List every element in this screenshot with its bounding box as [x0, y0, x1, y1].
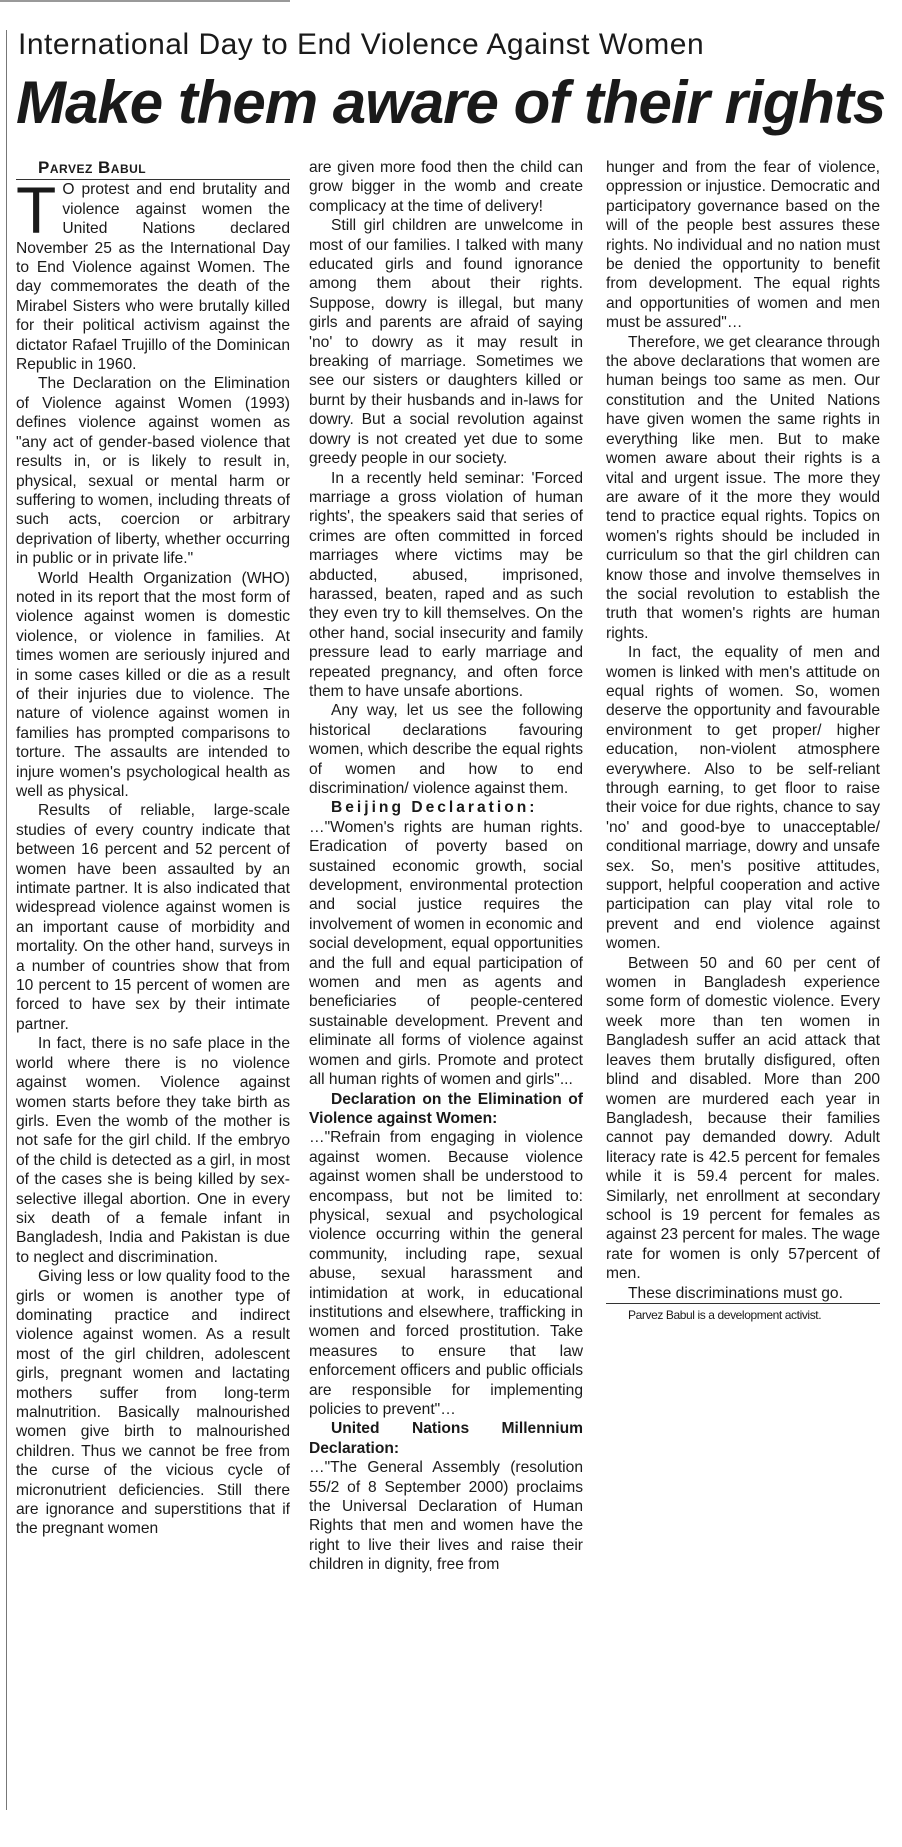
paragraph: Still girl children are unwelcome in most of our families. I talked with many educated girls and found ignorance among them about their rights. Suppose, dowry is illegal, but many girls and parents are afraid of saying 'no' to dowry as it may result in breaking of marriage. Sometimes we see our sisters or daughters killed or burnt by their husbands and in-laws for dowry. But a social revolution against dowry is not created yet due to some greedy people in our society.: [309, 217, 583, 468]
lead-paragraph: [16, 173, 290, 374]
article-column-3: [606, 158, 880, 1322]
paragraph: In fact, the equality of men and women is linked with men's attitude on equal rights of women. So, women deserve the opportunity and favourable environment to get proper/ higher education, non-violent atmosphere everywhere. Also to be self-reliant through earning, to get floor to raise their voice for due rights, chance to say 'no' and good-bye to unacceptable/ conditional marriage, dowry and unsafe sex. So, men's positive attitudes, support, helpful cooperation and active participation can play vital role to prevent and end violence against women.: [606, 644, 880, 953]
paragraph: Therefore, we get clearance through the above declarations that women are human beings too same as men. Our constitution and the United Nations have given women the same rights in everything like men. But to make women aware about their rights is a vital and urgent issue. The more they are aware of it the more they would tend to practice equal rights. Topics on women's rights should be included in curriculum so that the girl children can know those and involve themselves in the social revolution to establish the truth that women's rights are human rights.: [606, 333, 880, 642]
subhead-millennium: United Nations Millennium Declaration:: [309, 1420, 583, 1457]
paragraph: In fact, there is no safe place in the world where there is no violence against women. Violence against women starts before they take birth as girls. Even the womb of the mother is not safe for the girl child. If the embryo of the child is detected as a girl, in most of the cases she is being killed by sex-selective illegal abortion. One in every six death of a female infant in Bangladesh, India and Pakistan is due to neglect and discrimination.: [16, 1035, 290, 1266]
article-column-2: [309, 158, 583, 1575]
top-rule: [0, 0, 290, 2]
closing-line: These discriminations must go.: [628, 1284, 843, 1302]
left-rule: [6, 30, 7, 1810]
paragraph: Giving less or low quality food to the girls or women is another type of dominating practice and indirect violence against women. As a result most of the girl children, adolescent girls, pregnant women and lactating mothers suffer from long-term malnutrition. Basically malnourished women give birth to malnourished children. Thus we cannot be free from the curse of the vicious cycle of micronutrient deficiencies. Still there are ignorance and superstitions that if the pregnant women: [16, 1268, 290, 1538]
paragraph: are given more food then the child can grow bigger in the womb and create complicacy at the time of delivery!: [309, 159, 583, 215]
quote-devaw: …"Refrain from engaging in violence against women. Because violence against women shall be understood to encompass, but not be limited to: physical, sexual and psychological violence occurring within the general community, including rape, sexual abuse, sexual harassment and intimidation at work, in educational institutions and elsewhere, trafficking in women and forced prostitution. Take measures to ensure that law enforcement officers and public officials are responsible for implementing policies to prevent"…: [309, 1129, 583, 1418]
byline: Parvez Babul: [16, 158, 290, 180]
paragraph: In a recently held seminar: 'Forced marriage a gross violation of human rights', the speakers said that series of crimes are often committed in forced marriages where victims may be abducted, abused, imprisoned, harassed, beaten, raped and as such they even try to kill themselves. On the other hand, social insecurity and family pressure lead to early marriage and repeated pregnancy, and often force them to have unsafe abortions.: [309, 469, 583, 700]
headline: Make them aware of their rights: [16, 69, 886, 136]
quote-beijing: …"Women's rights are human rights. Eradication of poverty based on sustained economic growth, social development, environmental protection and social justice requires the involvement of women in economic and social development, equal opportunities and the full and equal participation of women and men as agents and beneficiaries of people-centered sustainable development. Prevent and eliminate all forms of violence against women and girls. Promote and protect all human rights of women and girls"...: [309, 818, 583, 1089]
dropcap: T: [16, 173, 57, 248]
paragraph: Between 50 and 60 per cent of women in Bangladesh experience some form of domestic violence. Every week more than ten women in Bangladesh suffer an acid attack that leaves them brutally disfigured, often blind and disabled. More than 200 women are murdered each year in Bangladesh, because their families cannot pay demanded dowry. Adult literacy rate is 42.5 percent for females while it is 59.4 percent for males. Similarly, net enrollment at secondary school is 19 percent for females as against 23 percent for males. The wage rate for women is only 57percent of men.: [606, 954, 880, 1283]
paragraph: The Declaration on the Elimination of Violence against Women (1993) defines violence against women as "any act of gender-based violence that results in, or is likely to result in, physical, sexual or mental harm or suffering to women, including threats of such acts, coercion or arbitrary deprivation of liberty, whether occurring in public or in private life.": [16, 375, 290, 568]
kicker: International Day to End Violence Against Women: [18, 28, 705, 61]
paragraph: Any way, let us see the following historical declarations favouring women, which describe the equal rights of women and how to end discrimination/ violence against them.: [309, 702, 583, 797]
author-note: Parvez Babul is a development activist.: [606, 1303, 880, 1322]
article-column-1: [16, 158, 290, 1539]
paragraph: Results of reliable, large-scale studies of every country indicate that between 16 percent and 52 percent of women have been assaulted by an intimate partner. It is also indicated that widespread violence against women is an important cause of morbidity and mortality. On the other hand, surveys in a number of countries show that from 10 percent to 15 percent of women are forced to have sex by their intimate partner.: [16, 802, 290, 1033]
paragraph: World Health Organization (WHO) noted in its report that the most form of violence against women is domestic violence, or violence in families. At times women are seriously injured and in some cases killed or die as a result of their injuries due to violence. The nature of violence against women in families has prompted comparisons to torture. The assaults are intended to injure women's psychological health as well as physical.: [16, 569, 290, 800]
paragraph: hunger and from the fear of violence, oppression or injustice. Democratic and participatory governance based on the will of the people best assures these rights. No individual and no nation must be denied the opportunity to benefit from development. The equal rights and opportunities of women and men must be assured"…: [606, 159, 880, 332]
quote-millennium: …"The General Assembly (resolution 55/2 of 8 September 2000) proclaims the Universal Declaration of Human Rights that men and women have the right to live their lives and raise their children in dignity, free from: [309, 1459, 583, 1574]
subhead-beijing: Beijing Declaration:: [331, 799, 538, 817]
lead-paragraph-text: O protest and end brutality and violence against women the United Nations declared November 25 as the International Day to End Violence against Women. The day commemorates the death of the Mirabel Sisters who were brutally killed for their political activism against the dictator Rafael Trujillo of the Dominican Republic in 1960.: [16, 181, 290, 374]
subhead-devaw: Declaration on the Elimination of Violence against Women:: [309, 1090, 583, 1127]
